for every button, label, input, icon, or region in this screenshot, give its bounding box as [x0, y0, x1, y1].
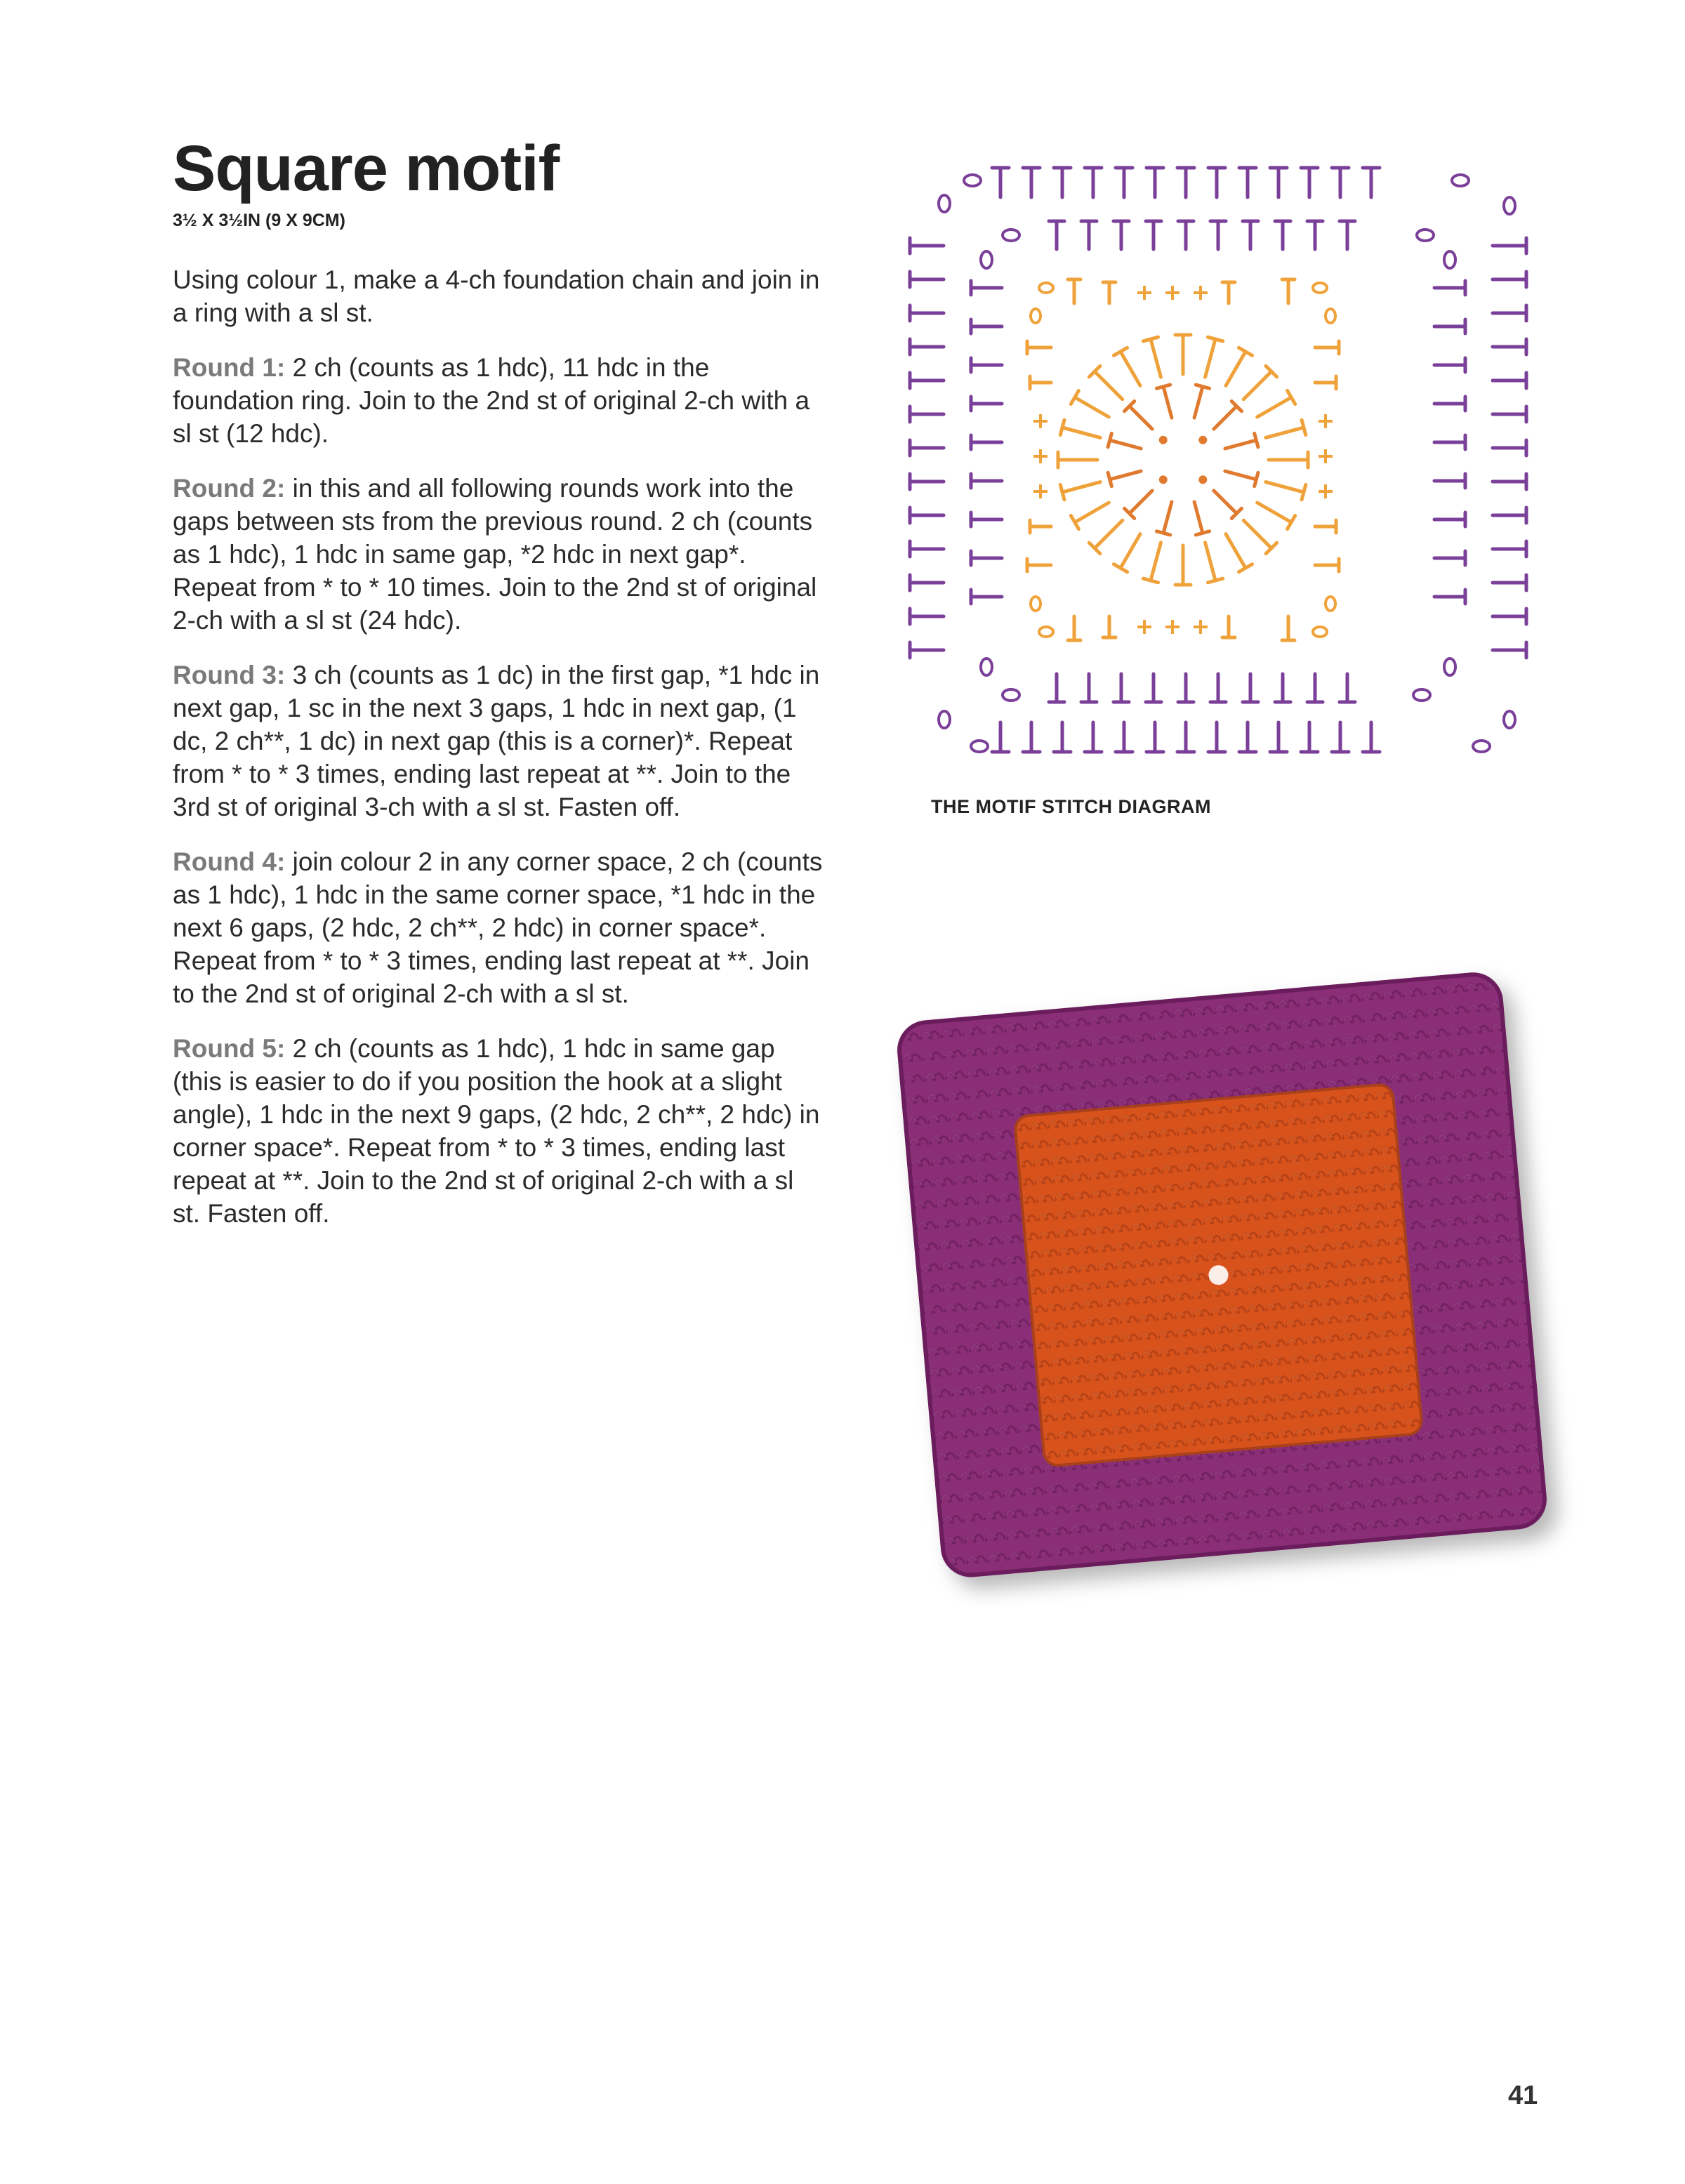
round-2-hdc-symbol [1238, 515, 1276, 553]
round-text: 2 ch (counts as 1 hdc), 1 hdc in same gap (this is easier to do if you position the hook at a slight angle), 1 hdc in the next 9 gaps, (2 hdc, 2 ch**, 2 hdc) in corner space*. Repeat from * to * 3 times, ending last repeat at **. Join to the 2nd st of original 2-ch with a sl st. Fasten off. [173, 1034, 820, 1228]
hdc-stitch-symbol [910, 406, 944, 422]
dc-stitch-symbol [1282, 616, 1295, 640]
hdc-stitch-symbol [1146, 221, 1161, 249]
round-2-hdc-symbol [1264, 475, 1306, 500]
hdc-stitch-symbol [1177, 168, 1194, 197]
round-label: Round 5: [173, 1034, 286, 1063]
round-1-hdc-symbol [1223, 464, 1258, 486]
hdc-stitch-symbol [1049, 221, 1064, 249]
hdc-stitch-symbol [1363, 722, 1380, 752]
hdc-stitch-symbol [1434, 474, 1465, 488]
round-2-hdc-symbol [1219, 530, 1252, 571]
page-number: 41 [1508, 2081, 1538, 2110]
hdc-stitch-symbol [1493, 238, 1526, 253]
hdc-stitch-symbol [1332, 722, 1349, 752]
hdc-stitch-symbol [1208, 168, 1225, 197]
hdc-stitch-symbol [1222, 616, 1235, 637]
dc-stitch-symbol [1315, 341, 1339, 354]
hdc-stitch-symbol [1307, 674, 1323, 702]
chain-stitch-symbol [1039, 283, 1053, 293]
round-2-hdc-symbol [1071, 496, 1112, 529]
hdc-stitch-symbol [1340, 674, 1355, 702]
round-text: join colour 2 in any corner space, 2 ch (counts as 1 hdc), 1 hdc in the same corner space, *1 hdc in the next 6 gaps, (2 hdc, 2 ch**, 2 hdc) in corner space*. Repeat from * to * 3 times, ending last repeat at **. Join to the 2nd st of original 2-ch with a sl st. [173, 847, 823, 1008]
hdc-stitch-symbol [1434, 435, 1465, 449]
hdc-stitch-symbol [1103, 282, 1116, 303]
hdc-stitch-symbol [1275, 674, 1290, 702]
chain-stitch-symbol [1031, 309, 1040, 323]
hdc-stitch-symbol [1315, 376, 1336, 389]
round-2-hdc-symbol [1238, 366, 1276, 404]
hdc-stitch-symbol [1243, 674, 1258, 702]
hdc-stitch-symbol [1085, 168, 1102, 197]
hdc-stitch-symbol [910, 272, 944, 287]
hdc-stitch-symbol [1275, 221, 1290, 249]
hdc-stitch-symbol [1340, 221, 1355, 249]
round-2-hdc-symbol [1175, 545, 1191, 585]
hdc-stitch-symbol [1301, 168, 1318, 197]
round-2-hdc-symbol [1060, 420, 1102, 445]
round-5 [173, 1032, 826, 1230]
round-2-hdc-symbol [1175, 335, 1191, 374]
hdc-stitch-symbol [1085, 722, 1102, 752]
slip-stitch-dot [1198, 475, 1207, 484]
round-2-hdc-symbol [1060, 475, 1102, 500]
chain-stitch-symbol [1413, 689, 1430, 701]
hdc-stitch-symbol [1178, 221, 1194, 249]
hdc-stitch-symbol [1030, 520, 1051, 533]
chain-stitch-symbol [1417, 230, 1434, 241]
round-1-hdc-symbol [1187, 500, 1209, 535]
slip-stitch-dot [1159, 475, 1168, 484]
hdc-stitch-symbol [1081, 674, 1097, 702]
dc-stitch-symbol [1068, 616, 1081, 640]
hdc-stitch-symbol [971, 512, 1002, 527]
chain-stitch-symbol [1444, 658, 1455, 675]
round-2-hdc-symbol [1089, 515, 1128, 553]
round-1-hdc-symbol [1209, 402, 1242, 435]
hdc-stitch-symbol [1493, 440, 1526, 456]
hdc-stitch-symbol [1243, 221, 1258, 249]
hdc-stitch-symbol [1146, 674, 1161, 702]
round-1-hdc-symbol [1209, 486, 1242, 519]
round-4 [173, 845, 826, 1010]
hdc-stitch-symbol [1434, 512, 1465, 527]
slip-stitch-dot [1159, 436, 1168, 444]
round-3 [173, 658, 826, 823]
hdc-stitch-symbol [1493, 575, 1526, 590]
hdc-stitch-symbol [1493, 508, 1526, 523]
round-2-hdc-symbol [1198, 337, 1223, 379]
hdc-stitch-symbol [1363, 168, 1380, 197]
chain-stitch-symbol [981, 658, 992, 675]
hdc-stitch-symbol [1434, 358, 1465, 372]
round-2-hdc-symbol [1114, 348, 1147, 389]
stitch-diagram [906, 144, 1531, 776]
chain-stitch-symbol [939, 711, 950, 728]
chain-stitch-symbol [1473, 741, 1490, 752]
hdc-stitch-symbol [910, 642, 944, 658]
round-2-hdc-symbol [1058, 452, 1097, 468]
crochet-square-photo [878, 934, 1580, 1608]
hdc-stitch-symbol [1270, 168, 1287, 197]
chain-stitch-symbol [1444, 251, 1455, 268]
hdc-stitch-symbol [1114, 221, 1129, 249]
hdc-stitch-symbol [1178, 674, 1194, 702]
hdc-stitch-symbol [1054, 722, 1071, 752]
hdc-stitch-symbol [1210, 674, 1226, 702]
hdc-stitch-symbol [1493, 305, 1526, 321]
hdc-stitch-symbol [1307, 221, 1323, 249]
hdc-stitch-symbol [1493, 609, 1526, 624]
hdc-stitch-symbol [910, 575, 944, 590]
size-note: 3½ X 3½IN (9 X 9CM) [173, 211, 345, 230]
round-1-hdc-symbol [1156, 500, 1178, 535]
hdc-stitch-symbol [1239, 722, 1256, 752]
round-2-hdc-symbol [1253, 496, 1295, 529]
hdc-stitch-symbol [910, 440, 944, 456]
hdc-stitch-symbol [971, 358, 1002, 372]
hdc-stitch-symbol [1493, 339, 1526, 355]
dc-stitch-symbol [1027, 341, 1051, 354]
hdc-stitch-symbol [1147, 168, 1163, 197]
hdc-stitch-symbol [910, 238, 944, 253]
hdc-stitch-symbol [971, 474, 1002, 488]
hdc-stitch-symbol [1210, 221, 1226, 249]
dc-stitch-symbol [1315, 559, 1339, 571]
round-2-hdc-symbol [1219, 348, 1252, 389]
hdc-stitch-symbol [910, 305, 944, 321]
hdc-stitch-symbol [971, 551, 1002, 565]
hdc-stitch-symbol [1434, 397, 1465, 411]
hdc-stitch-symbol [1493, 272, 1526, 287]
hdc-stitch-symbol [1434, 590, 1465, 604]
hdc-stitch-symbol [1493, 373, 1526, 388]
page-title: Square motif [173, 133, 560, 204]
round-label: Round 4: [173, 847, 286, 876]
dc-stitch-symbol [1068, 279, 1081, 303]
slip-stitch-dot [1198, 436, 1207, 444]
hdc-stitch-symbol [1116, 168, 1132, 197]
chain-stitch-symbol [939, 195, 950, 212]
hdc-stitch-symbol [1493, 642, 1526, 658]
chain-stitch-symbol [971, 741, 988, 752]
hdc-stitch-symbol [971, 397, 1002, 411]
chain-stitch-symbol [1039, 627, 1053, 637]
hdc-stitch-symbol [1208, 722, 1225, 752]
dc-stitch-symbol [1282, 279, 1295, 303]
hdc-stitch-symbol [1434, 281, 1465, 295]
chain-stitch-symbol [1504, 197, 1515, 214]
hdc-stitch-symbol [910, 339, 944, 355]
chain-stitch-symbol [1452, 175, 1469, 186]
hdc-stitch-symbol [992, 722, 1009, 752]
intro-paragraph: Using colour 1, make a 4-ch foundation chain and join in a ring with a sl st. [173, 265, 820, 327]
chain-stitch-symbol [1003, 689, 1019, 701]
hdc-stitch-symbol [910, 373, 944, 388]
hdc-stitch-symbol [1049, 674, 1064, 702]
hdc-stitch-symbol [910, 541, 944, 557]
chain-stitch-symbol [1313, 627, 1327, 637]
hdc-stitch-symbol [1301, 722, 1318, 752]
instructions [173, 263, 826, 1252]
chain-stitch-symbol [1326, 309, 1335, 323]
round-1-hdc-symbol [1125, 486, 1158, 519]
round-text: 2 ch (counts as 1 hdc), 11 hdc in the foundation ring. Join to the 2nd st of original 2-ch with a sl st (12 hdc). [173, 353, 810, 448]
round-label: Round 2: [173, 474, 286, 503]
round-label: Round 3: [173, 661, 286, 689]
round-2 [173, 472, 826, 637]
round-2-hdc-symbol [1089, 366, 1128, 404]
chain-stitch-symbol [964, 175, 981, 186]
round-label: Round 1: [173, 353, 286, 382]
hdc-stitch-symbol [1081, 221, 1097, 249]
round-2-hdc-symbol [1253, 390, 1295, 423]
round-1-hdc-symbol [1187, 385, 1209, 420]
hdc-stitch-symbol [992, 168, 1009, 197]
dc-stitch-symbol [1027, 559, 1051, 571]
hdc-stitch-symbol [1434, 551, 1465, 565]
hdc-stitch-symbol [910, 508, 944, 523]
hdc-stitch-symbol [1103, 616, 1116, 637]
round-text: in this and all following rounds work into the gaps between sts from the previous round. 2 ch (counts as 1 hdc), 1 hdc in same gap, *2 hdc in next gap*. Repeat from * to * 10 times. Join to the 2nd st of original 2-ch with a sl st (24 hdc). [173, 474, 817, 635]
hdc-stitch-symbol [910, 609, 944, 624]
chain-stitch-symbol [981, 251, 992, 268]
round-1-hdc-symbol [1125, 402, 1158, 435]
hdc-stitch-symbol [1054, 168, 1071, 197]
round-2-hdc-symbol [1143, 337, 1168, 379]
hdc-stitch-symbol [1177, 722, 1194, 752]
hdc-stitch-symbol [1434, 319, 1465, 333]
round-1-hdc-symbol [1108, 433, 1143, 455]
chain-stitch-symbol [1313, 283, 1327, 293]
round-2-hdc-symbol [1071, 390, 1112, 423]
round-text: 3 ch (counts as 1 dc) in the first gap, *1 hdc in next gap, 1 sc in the next 3 gaps, 1 hdc in next gap, (1 dc, 2 ch**, 1 dc) in next gap (this is a corner)*. Repeat from * to * 3 times, ending last repeat at **. Join to the 3rd st of original 3-ch with a sl st. Fasten off. [173, 661, 820, 821]
hdc-stitch-symbol [1493, 406, 1526, 422]
round-2-hdc-symbol [1264, 420, 1306, 445]
hdc-stitch-symbol [971, 435, 1002, 449]
round-2-hdc-symbol [1198, 541, 1223, 583]
chain-stitch-symbol [1504, 711, 1515, 728]
hdc-stitch-symbol [1023, 168, 1040, 197]
hdc-stitch-symbol [1222, 282, 1235, 303]
round-1-hdc-symbol [1156, 385, 1178, 420]
hdc-stitch-symbol [971, 319, 1002, 333]
round-1-hdc-symbol [1108, 464, 1143, 486]
round-1-hdc-symbol [1223, 433, 1258, 455]
chain-stitch-symbol [1326, 597, 1335, 611]
hdc-stitch-symbol [1315, 520, 1336, 533]
hdc-stitch-symbol [971, 590, 1002, 604]
hdc-stitch-symbol [1114, 674, 1129, 702]
hdc-stitch-symbol [1023, 722, 1040, 752]
diagram-caption: THE MOTIF STITCH DIAGRAM [931, 796, 1211, 817]
round-2-hdc-symbol [1143, 541, 1168, 583]
round-2-hdc-symbol [1269, 452, 1308, 468]
hdc-stitch-symbol [971, 281, 1002, 295]
hdc-stitch-symbol [1332, 168, 1349, 197]
hdc-stitch-symbol [1030, 376, 1051, 389]
chain-stitch-symbol [1031, 597, 1040, 611]
hdc-stitch-symbol [1493, 474, 1526, 489]
hdc-stitch-symbol [1239, 168, 1256, 197]
hdc-stitch-symbol [1493, 541, 1526, 557]
hdc-stitch-symbol [910, 474, 944, 489]
hdc-stitch-symbol [1147, 722, 1163, 752]
round-2-hdc-symbol [1114, 530, 1147, 571]
hdc-stitch-symbol [1270, 722, 1287, 752]
round-1 [173, 351, 826, 450]
chain-stitch-symbol [1003, 230, 1019, 241]
hdc-stitch-symbol [1116, 722, 1132, 752]
